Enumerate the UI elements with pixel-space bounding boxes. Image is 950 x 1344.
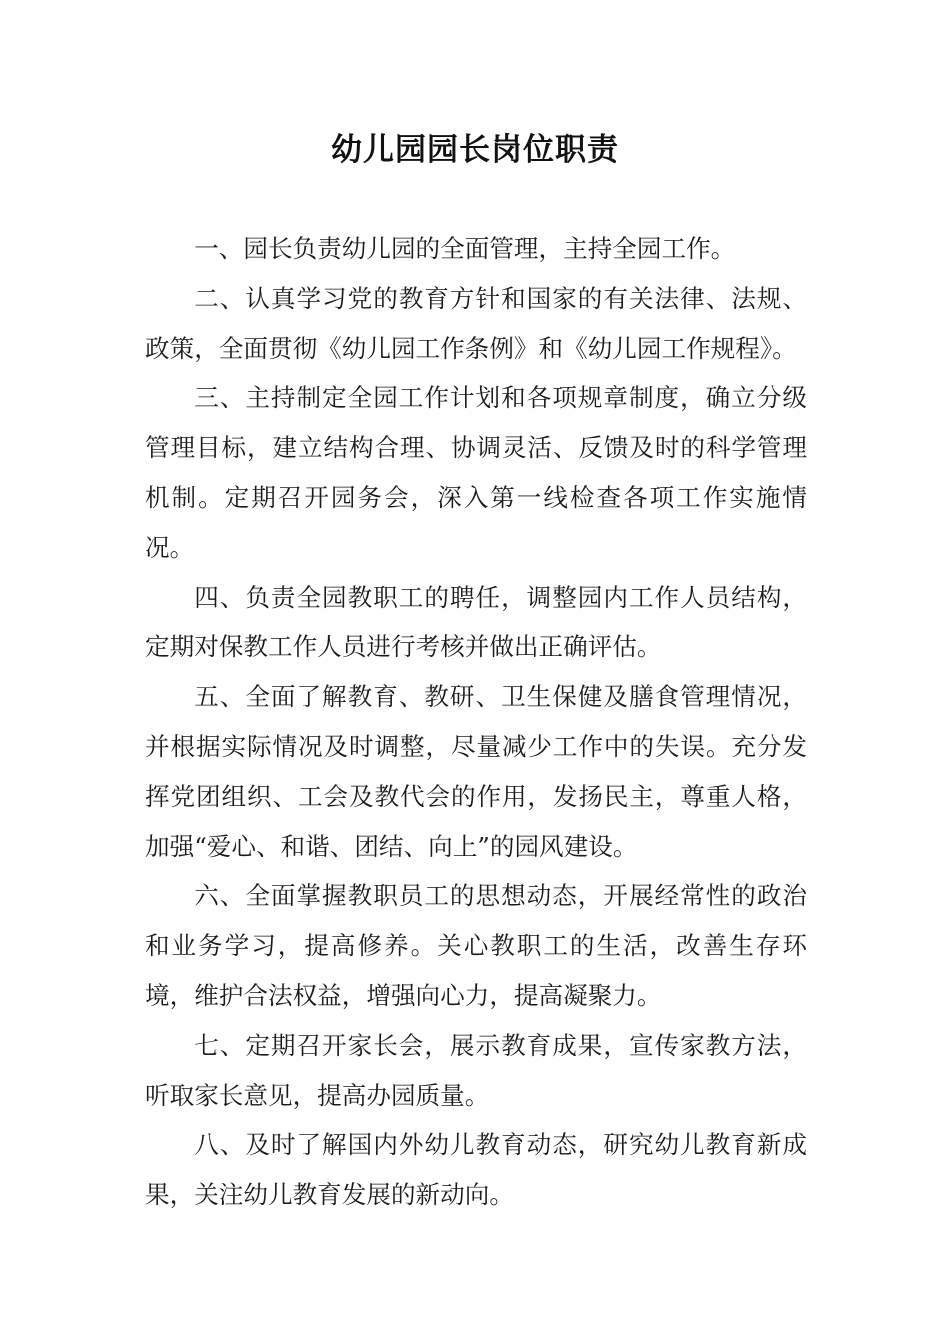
paragraph-5: 五、全面了解教育、教研、卫生保健及膳食管理情况，并根据实际情况及时调整，尽量减少工作中的失误。充分发挥党团组织、工会及教代会的作用，发扬民主，尊重人格，加强“爱心、和谐、团结、向上”的园风建设。 bbox=[145, 682, 807, 861]
document-body bbox=[145, 224, 807, 1220]
paragraph-4: 四、负责全园教职工的聘任，调整园内工作人员结构，定期对保教工作人员进行考核并做出正确评估。 bbox=[145, 582, 807, 662]
paragraph-1: 一、园长负责幼儿园的全面管理，主持全园工作。 bbox=[194, 234, 736, 263]
paragraph-2: 二、认真学习党的教育方针和国家的有关法律、法规、政策，全面贯彻《幼儿园工作条例》和《幼儿园工作规程》。 bbox=[145, 283, 807, 363]
paragraph-3: 三、主持制定全园工作计划和各项规章制度，确立分级管理目标，建立结构合理、协调灵活、反馈及时的科学管理机制。定期召开园务会，深入第一线检查各项工作实施情况。 bbox=[145, 383, 807, 562]
document-title: 幼儿园园长岗位职责 bbox=[331, 132, 619, 168]
paragraph-7: 七、定期召开家长会，展示教育成果，宣传家教方法，听取家长意见，提高办园质量。 bbox=[145, 1030, 807, 1110]
paragraph-8: 八、及时了解国内外幼儿教育动态，研究幼儿教育新成果，关注幼儿教育发展的新动向。 bbox=[145, 1130, 807, 1210]
paragraph-6: 六、全面掌握教职员工的思想动态，开展经常性的政治和业务学习，提高修养。关心教职工的生活，改善生存环境，维护合法权益，增强向心力，提高凝聚力。 bbox=[145, 881, 807, 1010]
